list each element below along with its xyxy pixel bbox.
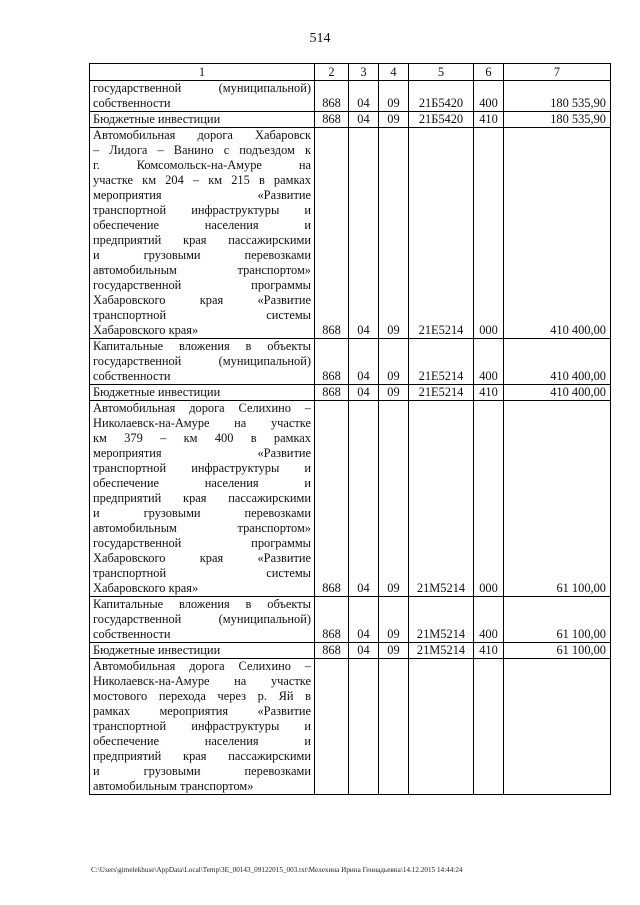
amount-cell: 410 400,00	[504, 339, 611, 385]
description-line: обеспечение населения и	[93, 218, 311, 232]
description-line: государственной программы	[93, 536, 311, 550]
table-row	[90, 81, 611, 112]
budget-table	[89, 63, 611, 795]
description-line: транспортной инфраструктуры и	[93, 719, 311, 733]
section-code-cell: 04	[349, 112, 379, 128]
ministry-code-cell	[315, 659, 349, 795]
section-code-cell: 04	[349, 339, 379, 385]
header-cell-1: 1	[90, 64, 315, 81]
description-line: г. Комсомольск-на-Амуре на	[93, 158, 311, 172]
description-line: Автомобильная дорога Селихино –	[93, 659, 311, 673]
target-article-cell: 21Б5420	[409, 112, 474, 128]
description-line: государственной (муниципальной)	[93, 354, 311, 368]
header-cell-3: 3	[349, 64, 379, 81]
description-line: – Лидога – Ванино с подъездом к	[93, 143, 311, 157]
subsection-code-cell: 09	[379, 339, 409, 385]
expense-type-cell: 400	[474, 339, 504, 385]
table-body	[90, 64, 611, 795]
description-line: мероприятия «Развитие	[93, 446, 311, 460]
section-code-cell: 04	[349, 597, 379, 643]
expense-type-cell: 400	[474, 597, 504, 643]
subsection-code-cell: 09	[379, 401, 409, 597]
description-line: автомобильным транспортом»	[93, 521, 311, 535]
description-line: предприятий края пассажирскими	[93, 233, 311, 247]
section-code-cell: 04	[349, 401, 379, 597]
description-line: государственной (муниципальной)	[93, 612, 311, 626]
description-line: Николаевск-на-Амуре на участке	[93, 416, 311, 430]
description-line: Хабаровского края»	[93, 581, 199, 595]
subsection-code-cell	[379, 659, 409, 795]
amount-cell: 61 100,00	[504, 401, 611, 597]
table-row	[90, 112, 611, 128]
target-article-cell: 21М5214	[409, 643, 474, 659]
row-description	[90, 597, 315, 643]
subsection-code-cell: 09	[379, 81, 409, 112]
description-line: собственности	[93, 369, 171, 383]
description-line: Автомобильная дорога Хабаровск	[93, 128, 311, 142]
description-line: участке км 204 – км 215 в рамках	[93, 173, 311, 187]
table-row	[90, 597, 611, 643]
target-article-cell: 21Е5214	[409, 128, 474, 339]
section-code-cell	[349, 659, 379, 795]
target-article-cell: 21Е5214	[409, 339, 474, 385]
row-description	[90, 112, 315, 128]
file-path-footer: C:\Users\gimelekhuse\AppData\Local\Temp\3E_00143_09122015_003.txt\Мелехина Ирина Геннадьевна\14.12.2015 14:44:24	[91, 866, 463, 874]
table-row	[90, 643, 611, 659]
description-line: обеспечение населения и	[93, 734, 311, 748]
description-line: и грузовыми перевозками	[93, 248, 311, 262]
description-line: мостового перехода через р. Яй в	[93, 689, 311, 703]
target-article-cell	[409, 659, 474, 795]
header-cell-6: 6	[474, 64, 504, 81]
expense-type-cell: 000	[474, 128, 504, 339]
description-line: км 379 – км 400 в рамках	[93, 431, 311, 445]
description-line: и грузовыми перевозками	[93, 764, 311, 778]
description-line: Хабаровского края»	[93, 323, 199, 337]
expense-type-cell	[474, 659, 504, 795]
subsection-code-cell: 09	[379, 597, 409, 643]
amount-cell: 61 100,00	[504, 643, 611, 659]
description-line: Хабаровского края «Развитие	[93, 551, 311, 565]
row-description	[90, 81, 315, 112]
target-article-cell: 21Б5420	[409, 81, 474, 112]
row-description	[90, 339, 315, 385]
description-line: обеспечение населения и	[93, 476, 311, 490]
ministry-code-cell: 868	[315, 339, 349, 385]
ministry-code-cell: 868	[315, 597, 349, 643]
amount-cell	[504, 659, 611, 795]
amount-cell: 180 535,90	[504, 81, 611, 112]
subsection-code-cell: 09	[379, 128, 409, 339]
table-row	[90, 659, 611, 795]
header-cell-4: 4	[379, 64, 409, 81]
expense-type-cell: 410	[474, 112, 504, 128]
description-line: мероприятия «Развитие	[93, 188, 311, 202]
description-line: Автомобильная дорога Селихино –	[93, 401, 311, 415]
row-description	[90, 385, 315, 401]
header-cell-5: 5	[409, 64, 474, 81]
expense-type-cell: 410	[474, 643, 504, 659]
description-line: государственной программы	[93, 278, 311, 292]
amount-cell: 61 100,00	[504, 597, 611, 643]
description-line: предприятий края пассажирскими	[93, 491, 311, 505]
target-article-cell: 21Е5214	[409, 385, 474, 401]
description-line: Бюджетные инвестиции	[93, 385, 221, 399]
expense-type-cell: 400	[474, 81, 504, 112]
description-line: собственности	[93, 96, 171, 110]
section-code-cell: 04	[349, 643, 379, 659]
ministry-code-cell: 868	[315, 128, 349, 339]
row-description	[90, 128, 315, 339]
subsection-code-cell: 09	[379, 112, 409, 128]
row-description	[90, 659, 315, 795]
subsection-code-cell: 09	[379, 643, 409, 659]
description-line: транспортной системы	[93, 566, 311, 580]
row-description	[90, 643, 315, 659]
description-line: Хабаровского края «Развитие	[93, 293, 311, 307]
header-row	[90, 64, 611, 81]
section-code-cell: 04	[349, 81, 379, 112]
description-line: и грузовыми перевозками	[93, 506, 311, 520]
description-line: рамках мероприятия «Развитие	[93, 704, 311, 718]
row-description	[90, 401, 315, 597]
ministry-code-cell: 868	[315, 112, 349, 128]
description-line: Бюджетные инвестиции	[93, 643, 221, 657]
target-article-cell: 21М5214	[409, 401, 474, 597]
description-line: транспортной системы	[93, 308, 311, 322]
table-row	[90, 128, 611, 339]
page-number: 514	[309, 31, 331, 46]
description-line: государственной (муниципальной)	[93, 81, 311, 95]
ministry-code-cell: 868	[315, 643, 349, 659]
ministry-code-cell: 868	[315, 401, 349, 597]
description-line: Капитальные вложения в объекты	[93, 339, 311, 353]
description-line: транспортной инфраструктуры и	[93, 461, 311, 475]
amount-cell: 410 400,00	[504, 385, 611, 401]
description-line: Николаевск-на-Амуре на участке	[93, 674, 311, 688]
description-line: автомобильным транспортом»	[93, 263, 311, 277]
amount-cell: 180 535,90	[504, 112, 611, 128]
description-line: предприятий края пассажирскими	[93, 749, 311, 763]
description-line: Бюджетные инвестиции	[93, 112, 221, 126]
table-row	[90, 385, 611, 401]
table-row	[90, 339, 611, 385]
ministry-code-cell: 868	[315, 385, 349, 401]
header-cell-7: 7	[504, 64, 611, 81]
target-article-cell: 21М5214	[409, 597, 474, 643]
description-line: транспортной инфраструктуры и	[93, 203, 311, 217]
section-code-cell: 04	[349, 385, 379, 401]
expense-type-cell: 410	[474, 385, 504, 401]
description-line: Капитальные вложения в объекты	[93, 597, 311, 611]
amount-cell: 410 400,00	[504, 128, 611, 339]
header-cell-2: 2	[315, 64, 349, 81]
description-line: собственности	[93, 627, 171, 641]
ministry-code-cell: 868	[315, 81, 349, 112]
description-line: автомобильным транспортом»	[93, 779, 254, 793]
section-code-cell: 04	[349, 128, 379, 339]
subsection-code-cell: 09	[379, 385, 409, 401]
expense-type-cell: 000	[474, 401, 504, 597]
table-row	[90, 401, 611, 597]
